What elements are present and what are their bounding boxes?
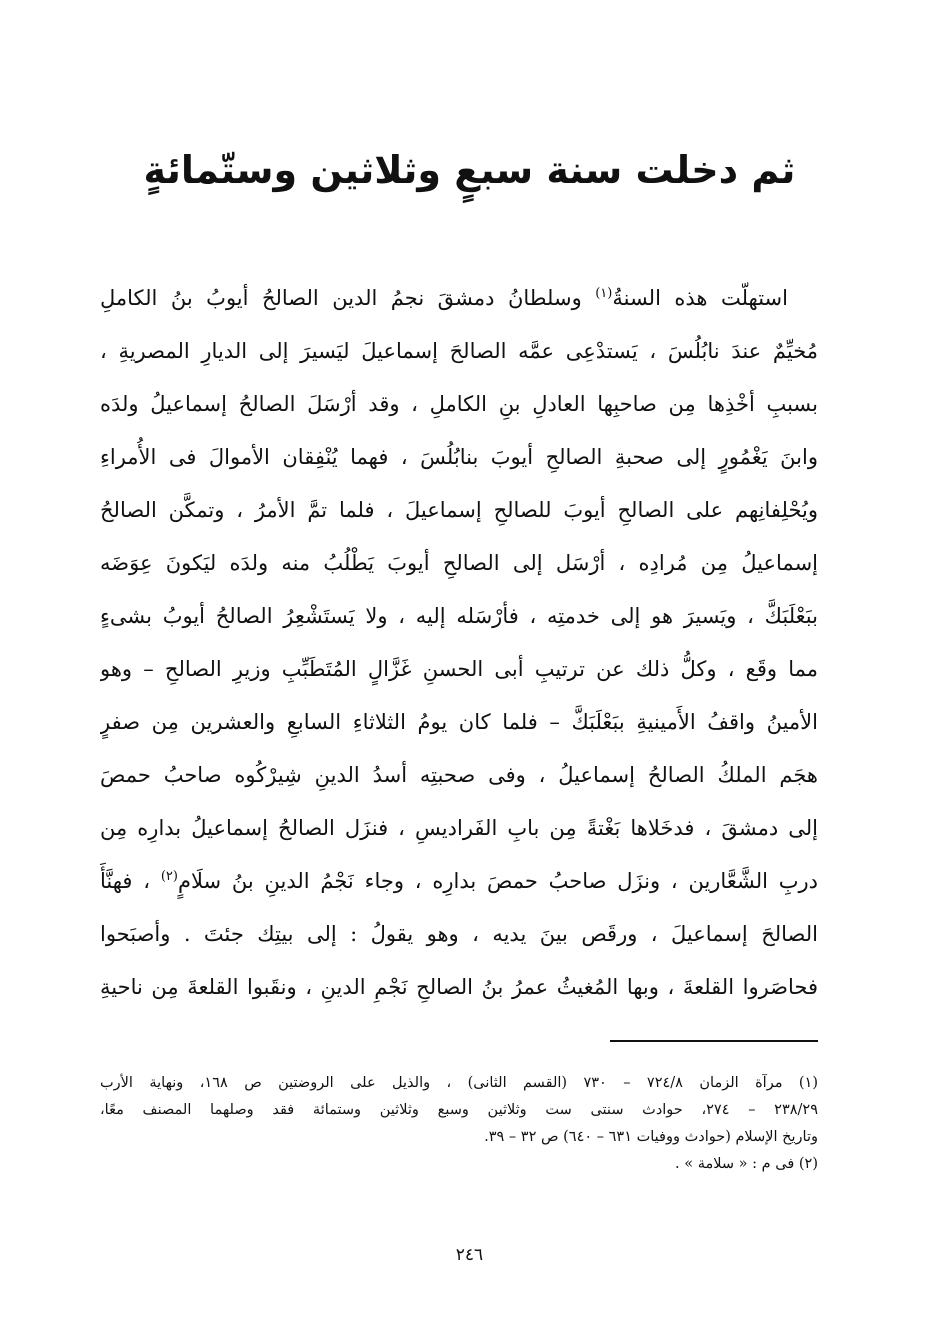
body-line: إلى دمشقَ ، فدخَلاها بَغْتةً مِن بابِ الفَراديسِ ، فنزَل الصالحُ إسماعيلُ بدارِه مِن: [100, 816, 818, 840]
body-line: هجَم الملكُ الصالحُ إسماعيلُ ، وفى صحبتِه أسدُ الدينِ شِيرْكُوه صاحبُ حمصَ: [100, 763, 818, 787]
body-text: [100, 272, 818, 1014]
footnote-line: وتاريخ الإسلام (حوادث ووفيات ٦٣١ – ٦٤٠) ص ٣٢ – ٣٩.: [484, 1129, 818, 1145]
body-line: ببَعْلَبَكَّ ، ويَسيرَ هو إلى خدمتِه ، فأرْسَله إليه ، ولا يَستَشْعِرُ الصالحُ أيوبُ بشىءٍ: [100, 604, 818, 628]
body-line: بسببِ أخْذِها مِن صاحبِها العادلِ بنِ الكاملِ ، وقد أرْسَلَ الصالحُ إسماعيلُ ولدَه: [100, 392, 818, 416]
footnote-marker[interactable]: (٢): [160, 869, 178, 884]
body-line: مما وقَع ، وكلُّ ذلك عن ترتيبِ أبى الحسنِ غَزَّالٍ المُتَطَبِّبِ وزيرِ الصالحِ – وهو: [100, 657, 818, 681]
page-number: ٢٤٦: [455, 1245, 484, 1265]
footnote-line: (٢) فى م : « سلامة » .: [675, 1156, 818, 1172]
chapter-title: ثم دخلت سنة سبعٍ وثلاثين وستّمائةٍ: [143, 148, 796, 192]
footnote-divider: [610, 1040, 818, 1042]
footnote-marker[interactable]: (١): [595, 286, 613, 301]
body-line: دربِ الشَّعَّارين ، ونزَل صاحبُ حمصَ بدارِه ، وجاء نَجْمُ الدينِ بنُ سلَامٍ$^{(٢)}$ ، فهنَّأَ: [100, 869, 818, 893]
body-line: ويُحْلِفانِهم على الصالحِ أيوبَ للصالحِ إسماعيلَ ، فلما تمَّ الأمرُ ، وتمكَّن الصالحُ: [100, 498, 818, 522]
body-line: الأمينُ واقفُ الأَمينيةِ ببَعْلَبَكَّ – فلما كان يومُ الثلاثاءِ السابعِ والعشرين مِن صفرٍ: [100, 710, 818, 734]
footnotes: [100, 1070, 818, 1178]
footnote-line: (١) مرآة الزمان ٧٢٤/٨ – ٧٣٠ (القسم الثانى) ، والذيل على الروضتين ص ١٦٨، ونهاية الأرب: [100, 1075, 818, 1091]
body-line: فحاصَروا القلعةَ ، وبها المُغيثُ عمرُ بنُ الصالحِ نَجْمِ الدينِ ، ونقَبوا القلعةَ مِن ناحيةِ: [100, 975, 818, 999]
body-line: وابنَ يَغْمُورٍ إلى صحبةِ الصالحِ أيوبَ بنابُلُسَ ، فهما يُنْفِقان الأموالَ فى الأُمراءِ: [100, 445, 818, 469]
body-line: إسماعيلُ مِن مُرادِه ، أرْسَل إلى الصالحِ أيوبَ يَطْلُبُ منه ولدَه ليَكونَ عِوَضَه: [100, 551, 818, 575]
body-line: مُخيِّمٌ عندَ نابُلُسَ ، يَستدْعِى عمَّه الصالحَ إسماعيلَ ليَسيرَ إلى الديارِ المصريةِ ،: [100, 339, 818, 363]
body-line: استهلّت هذه السنةُ$^{(١)}$ وسلطانُ دمشقَ نجمُ الدين الصالحُ أيوبُ بنُ الكاملِ: [100, 286, 788, 310]
footnote-line: ٢٣٨/٢٩ – ٢٧٤، حوادث سنتى ست وثلاثين وسبع وثلاثين وستمائة فقد وصلهما المصنف معًا،: [100, 1102, 818, 1118]
body-line: الصالحَ إسماعيلَ ، ورقَص بينَ يديه ، وهو يقولُ : إلى بيتِك جئتَ . وأصبَحوا: [100, 922, 818, 946]
